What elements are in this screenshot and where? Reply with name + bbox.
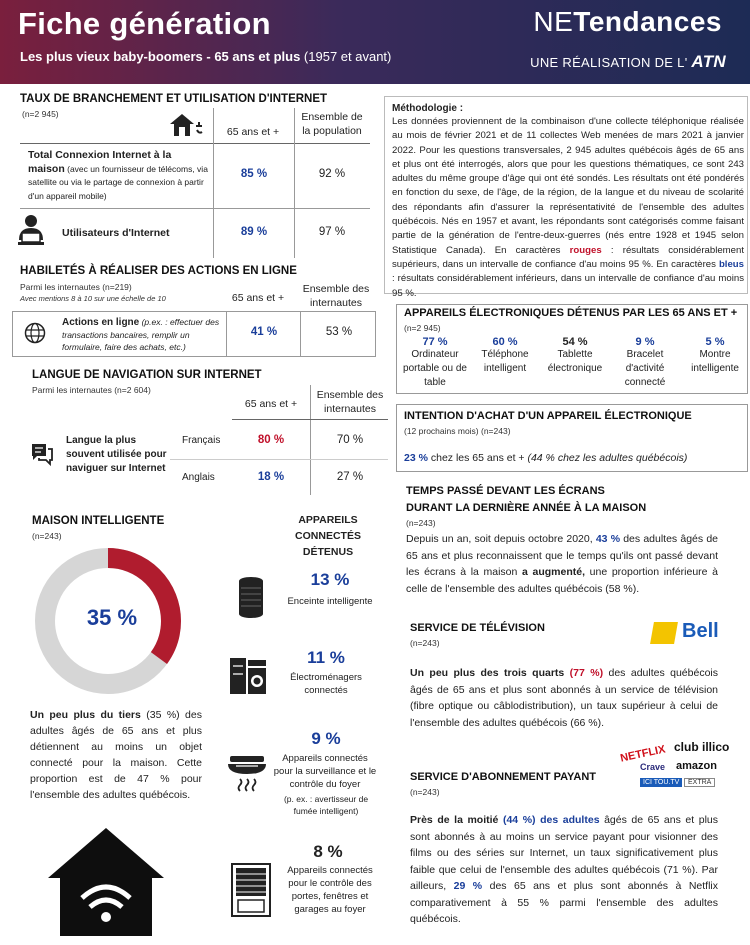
langue-label: Langue la plus souvent utilisée pour naviguer sur Internet	[66, 435, 167, 474]
temps-bold: a augmenté,	[522, 566, 586, 578]
intention-n: (12 prochains mois) (n=243)	[404, 426, 511, 436]
langue-fr: Français	[182, 435, 221, 446]
appareil-label: Téléphone intelligent	[481, 349, 529, 374]
intention-text-main: chez les 65 ans et +	[427, 452, 528, 464]
abonnement-pct: (44 %) des adultes	[498, 814, 600, 826]
maison-text-rest: des adultes âgés de 65 ans et plus détiennent au moins un objet connecté pour la maison. Cette proportion est de 47 % pour l'ensemble des adultes québécois.	[30, 709, 202, 801]
maison-text-pct: (35 %)	[140, 709, 180, 721]
abonnement-text2: des 65 ans et plus sont abonnés à Netflix comparativement à 55 % parmi l'ensemble des adultes québécois.	[410, 880, 718, 925]
langue-en-v1: 18 %	[257, 471, 285, 483]
habiletes-v1: 41 %	[250, 326, 278, 338]
person-laptop-icon	[16, 214, 46, 251]
internet-row1-v1: 85 %	[240, 168, 268, 180]
smart-speaker-icon	[238, 576, 264, 623]
appareil-pct: 60 %	[492, 336, 518, 348]
page-subtitle	[20, 49, 391, 64]
appareil-label: Tablette électronique	[547, 349, 603, 374]
dev1-label: Enceinte intelligente	[287, 596, 373, 607]
abonnement-n: (n=243)	[410, 787, 440, 797]
internet-row2-v2: 97 %	[318, 226, 346, 238]
temps-text3: une proportion inférieure à celle de l'ensemble des adultes québécois (58 %).	[406, 566, 718, 595]
dev3-note: (p. ex. : avertisseur de fumée intelligent)	[283, 794, 369, 816]
temps-text1: Depuis un an, soit depuis octobre 2020,	[406, 533, 596, 545]
maison-n: (n=243)	[32, 531, 62, 541]
atn-logo: ATN	[691, 52, 726, 71]
methodo-text3: : résultats considérablement inférieurs, dans un intervalle de confiance d'au moins 95 %.	[392, 273, 744, 299]
tele-n: (n=243)	[410, 638, 440, 648]
appareil-pct: 9 %	[635, 336, 655, 348]
brand-sub-text: UNE RÉALISATION DE L'	[530, 55, 688, 70]
temps-n: (n=243)	[406, 518, 436, 528]
temps-title1: TEMPS PASSÉ DEVANT LES ÉCRANS	[406, 485, 605, 497]
maison-title: MAISON INTELLIGENTE	[32, 515, 165, 527]
internet-col2: Ensemble de la population	[301, 111, 363, 137]
appliances-icon	[228, 656, 268, 701]
row1-label-bold: Total Connexion Internet à la maison	[28, 149, 172, 175]
intention-text	[404, 452, 687, 464]
langue-fr-v2: 70 %	[336, 434, 364, 446]
appareil-pct: 5 %	[705, 336, 725, 348]
chat-bubble-icon	[30, 442, 54, 473]
appareil-item	[678, 336, 748, 376]
langue-col2: Ensemble des internautes	[316, 389, 384, 415]
appareils-title: APPAREILS ÉLECTRONIQUES DÉTENUS PAR LES 65 ANS ET +	[404, 307, 738, 319]
methodo-text2: : résultats considérablement supérieurs, dans un intervalle de confiance d'au moins 95 %. En caractères	[392, 244, 744, 270]
habiletes-v2: 53 %	[325, 326, 353, 338]
methodo-title: Méthodologie :	[392, 103, 464, 114]
bell-logo	[652, 620, 722, 646]
dev3-pct: 9 %	[311, 729, 341, 748]
dev4-label: Appareils connectés pour le contrôle des portes, fenêtres et garages au foyer	[287, 865, 373, 915]
internet-col1: 65 ans et +	[226, 126, 280, 138]
smart-home-wifi-icon	[46, 826, 166, 943]
subtitle-bold: Les plus vieux baby-boomers - 65 ans et plus	[20, 49, 301, 64]
donut-label: 35 %	[86, 605, 138, 630]
methodo-text1: Les données proviennent de la combinaison d'une collecte téléphonique réalisée au mois de février 2021 et de 11 collectes Web menées de mars 2021 à janvier 2022. Pour les questions transversales, 2 945 adultes québécois âgés de 65 ans et plus ont été interrogés, alors que pour les questions thématiques, ce sont 243 adultes du même groupe d'âge qui ont été sondés. Les résultats ont été pondérés en fonction du sexe, de l'âge, de la région, de la langue et du niveau de scolarité des répondants afin d'assurer la représentativité de l'ensemble des adultes québécois. Nés en 1957 et avant, les répondants sont catégorisés comme faisant partie de la génération de l'entre-deux-guerres (nés entre 1928 et 1945 selon Statistique Canada). En caractères	[392, 116, 744, 256]
maison-text	[30, 707, 202, 803]
habiletes-title: HABILETÉS À RÉALISER DES ACTIONS EN LIGNE	[20, 265, 297, 277]
dev1-pct: 13 %	[310, 570, 350, 589]
temps-pct: 43 %	[595, 533, 621, 545]
dev4-pct: 8 %	[313, 842, 343, 861]
internet-row2-v1: 89 %	[240, 226, 268, 238]
abonnement-pct2: 29 %	[453, 880, 483, 892]
internet-title: TAUX DE BRANCHEMENT ET UTILISATION D'INTERNET	[20, 93, 328, 105]
langue-col1: 65 ans et +	[244, 398, 298, 410]
globe-icon	[24, 322, 46, 349]
methodo-text	[392, 115, 744, 301]
langue-fr-v1: 80 %	[257, 434, 285, 446]
streaming-logos	[618, 738, 738, 798]
smoke-detector-icon	[226, 754, 268, 799]
abonnement-title: SERVICE D'ABONNEMENT PAYANT	[410, 771, 596, 783]
tele-text-main: des adultes québécois âgés de 65 ans et plus sont abonnés à un service de télévision (fibre optique ou câblodistribution), un taux supérieur à celui de l'ensemble des adultes québécois (66 %).	[410, 667, 718, 729]
methodo-rouges: rouges	[569, 244, 602, 256]
habiletes-col1: 65 ans et +	[231, 292, 285, 304]
habiletes-col2: Ensemble des internautes	[302, 283, 370, 309]
brand-logo	[533, 6, 722, 38]
dev3-label: Appareils connectés pour la surveillance et le contrôle du foyer	[273, 753, 377, 790]
langue-n: Parmi les internautes (n=2 604)	[32, 385, 151, 395]
langue-title: LANGUE DE NAVIGATION SUR INTERNET	[32, 369, 262, 381]
tele-text	[410, 665, 718, 731]
methodo-bleus: bleus	[718, 258, 744, 270]
appareil-label: Montre intelligente	[691, 349, 739, 374]
intention-compare: (44 % chez les adultes québécois)	[527, 452, 688, 464]
amazon-logo: amazon	[676, 760, 717, 772]
brand-tendances: Tendances	[573, 6, 722, 37]
tele-pct: (77 %)	[564, 667, 604, 679]
toutv-logo: ICI TOU.TV	[640, 778, 682, 787]
extra-logo: EXTRA	[684, 778, 715, 787]
house-plug-icon	[168, 112, 206, 143]
temps-title	[406, 483, 646, 517]
temps-title2: DURANT LA DERNIÈRE ANNÉE À LA MAISON	[406, 502, 647, 514]
abonnement-text1: âgés de 65 ans et plus sont abonnés à au moins un service payant pour visionner des films ou des séries sur Internet, un taux significativement plus faible que celui de l'ensemble des adultes québécois (71 %). Par ailleurs,	[410, 814, 718, 892]
dev2-label: Électroménagers connectés	[290, 672, 362, 696]
internet-row1-label	[28, 149, 208, 203]
appareil-pct: 54 %	[562, 336, 588, 348]
netflix-logo: NETFLIX	[619, 743, 667, 765]
temps-text	[406, 531, 718, 597]
devices-title: APPAREILS CONNECTÉS DÉTENUS	[295, 514, 361, 558]
langue-en: Anglais	[182, 472, 215, 483]
internet-row1-v2: 92 %	[318, 168, 346, 180]
internet-n: (n=2 945)	[22, 109, 59, 119]
row1-label-note: (avec un fournisseur de télécoms, via satellite ou via le partage de connexion à partir d'un appareil mobile)	[28, 163, 208, 201]
crave-logo: Crave	[640, 762, 666, 772]
clubillico-logo: club illico	[674, 740, 730, 754]
maison-text-bold: Un peu plus du tiers	[30, 709, 141, 721]
intention-pct: 23 %	[404, 452, 428, 464]
tele-title: SERVICE DE TÉLÉVISION	[410, 622, 545, 634]
appareil-item	[398, 336, 472, 390]
appareil-label: Ordinateur portable ou de table	[403, 349, 467, 388]
appareil-item	[468, 336, 542, 376]
habiletes-n: Parmi les internautes (n=219)	[20, 282, 132, 292]
appareil-item	[538, 336, 612, 376]
langue-en-v2: 27 %	[336, 471, 364, 483]
appareil-pct: 77 %	[422, 336, 448, 348]
garage-door-icon	[230, 862, 272, 923]
appareils-n: (n=2 945)	[404, 323, 441, 333]
brand-subtitle	[530, 52, 726, 72]
abonnement-text	[410, 812, 718, 928]
bell-logo-text: Bell	[682, 620, 719, 642]
dev2-pct: 11 %	[307, 648, 345, 667]
habiletes-row-label-bold: Actions en ligne	[62, 317, 140, 328]
abonnement-bold: Près de la moitié	[410, 814, 499, 826]
habiletes-note: Avec mentions 8 à 10 sur une échelle de 10	[20, 294, 166, 303]
appareil-label: Bracelet d'activité connecté	[624, 349, 666, 388]
page-title: Fiche génération	[18, 6, 271, 41]
subtitle-light: (1957 et avant)	[300, 49, 392, 64]
temps-text2: des adultes âgés de 65 ans et plus reconnaissent que le temps qu'ils ont passé devant les écrans à la maison	[406, 533, 718, 578]
header-banner	[0, 0, 750, 84]
tele-bold: Un peu plus des trois quarts	[410, 667, 565, 679]
habiletes-row-note: (p.ex. : effectuer des transactions bancaires, remplir un formulaire, faire des achats, etc.)	[62, 317, 220, 352]
brand-ne: NE	[533, 6, 574, 37]
appareils-list	[398, 336, 748, 392]
appareil-item	[608, 336, 682, 390]
habiletes-row-label	[62, 316, 222, 353]
internet-row2-label: Utilisateurs d'Internet	[62, 227, 170, 239]
intention-title: INTENTION D'ACHAT D'UN APPAREIL ÉLECTRONIQUE	[404, 410, 692, 422]
